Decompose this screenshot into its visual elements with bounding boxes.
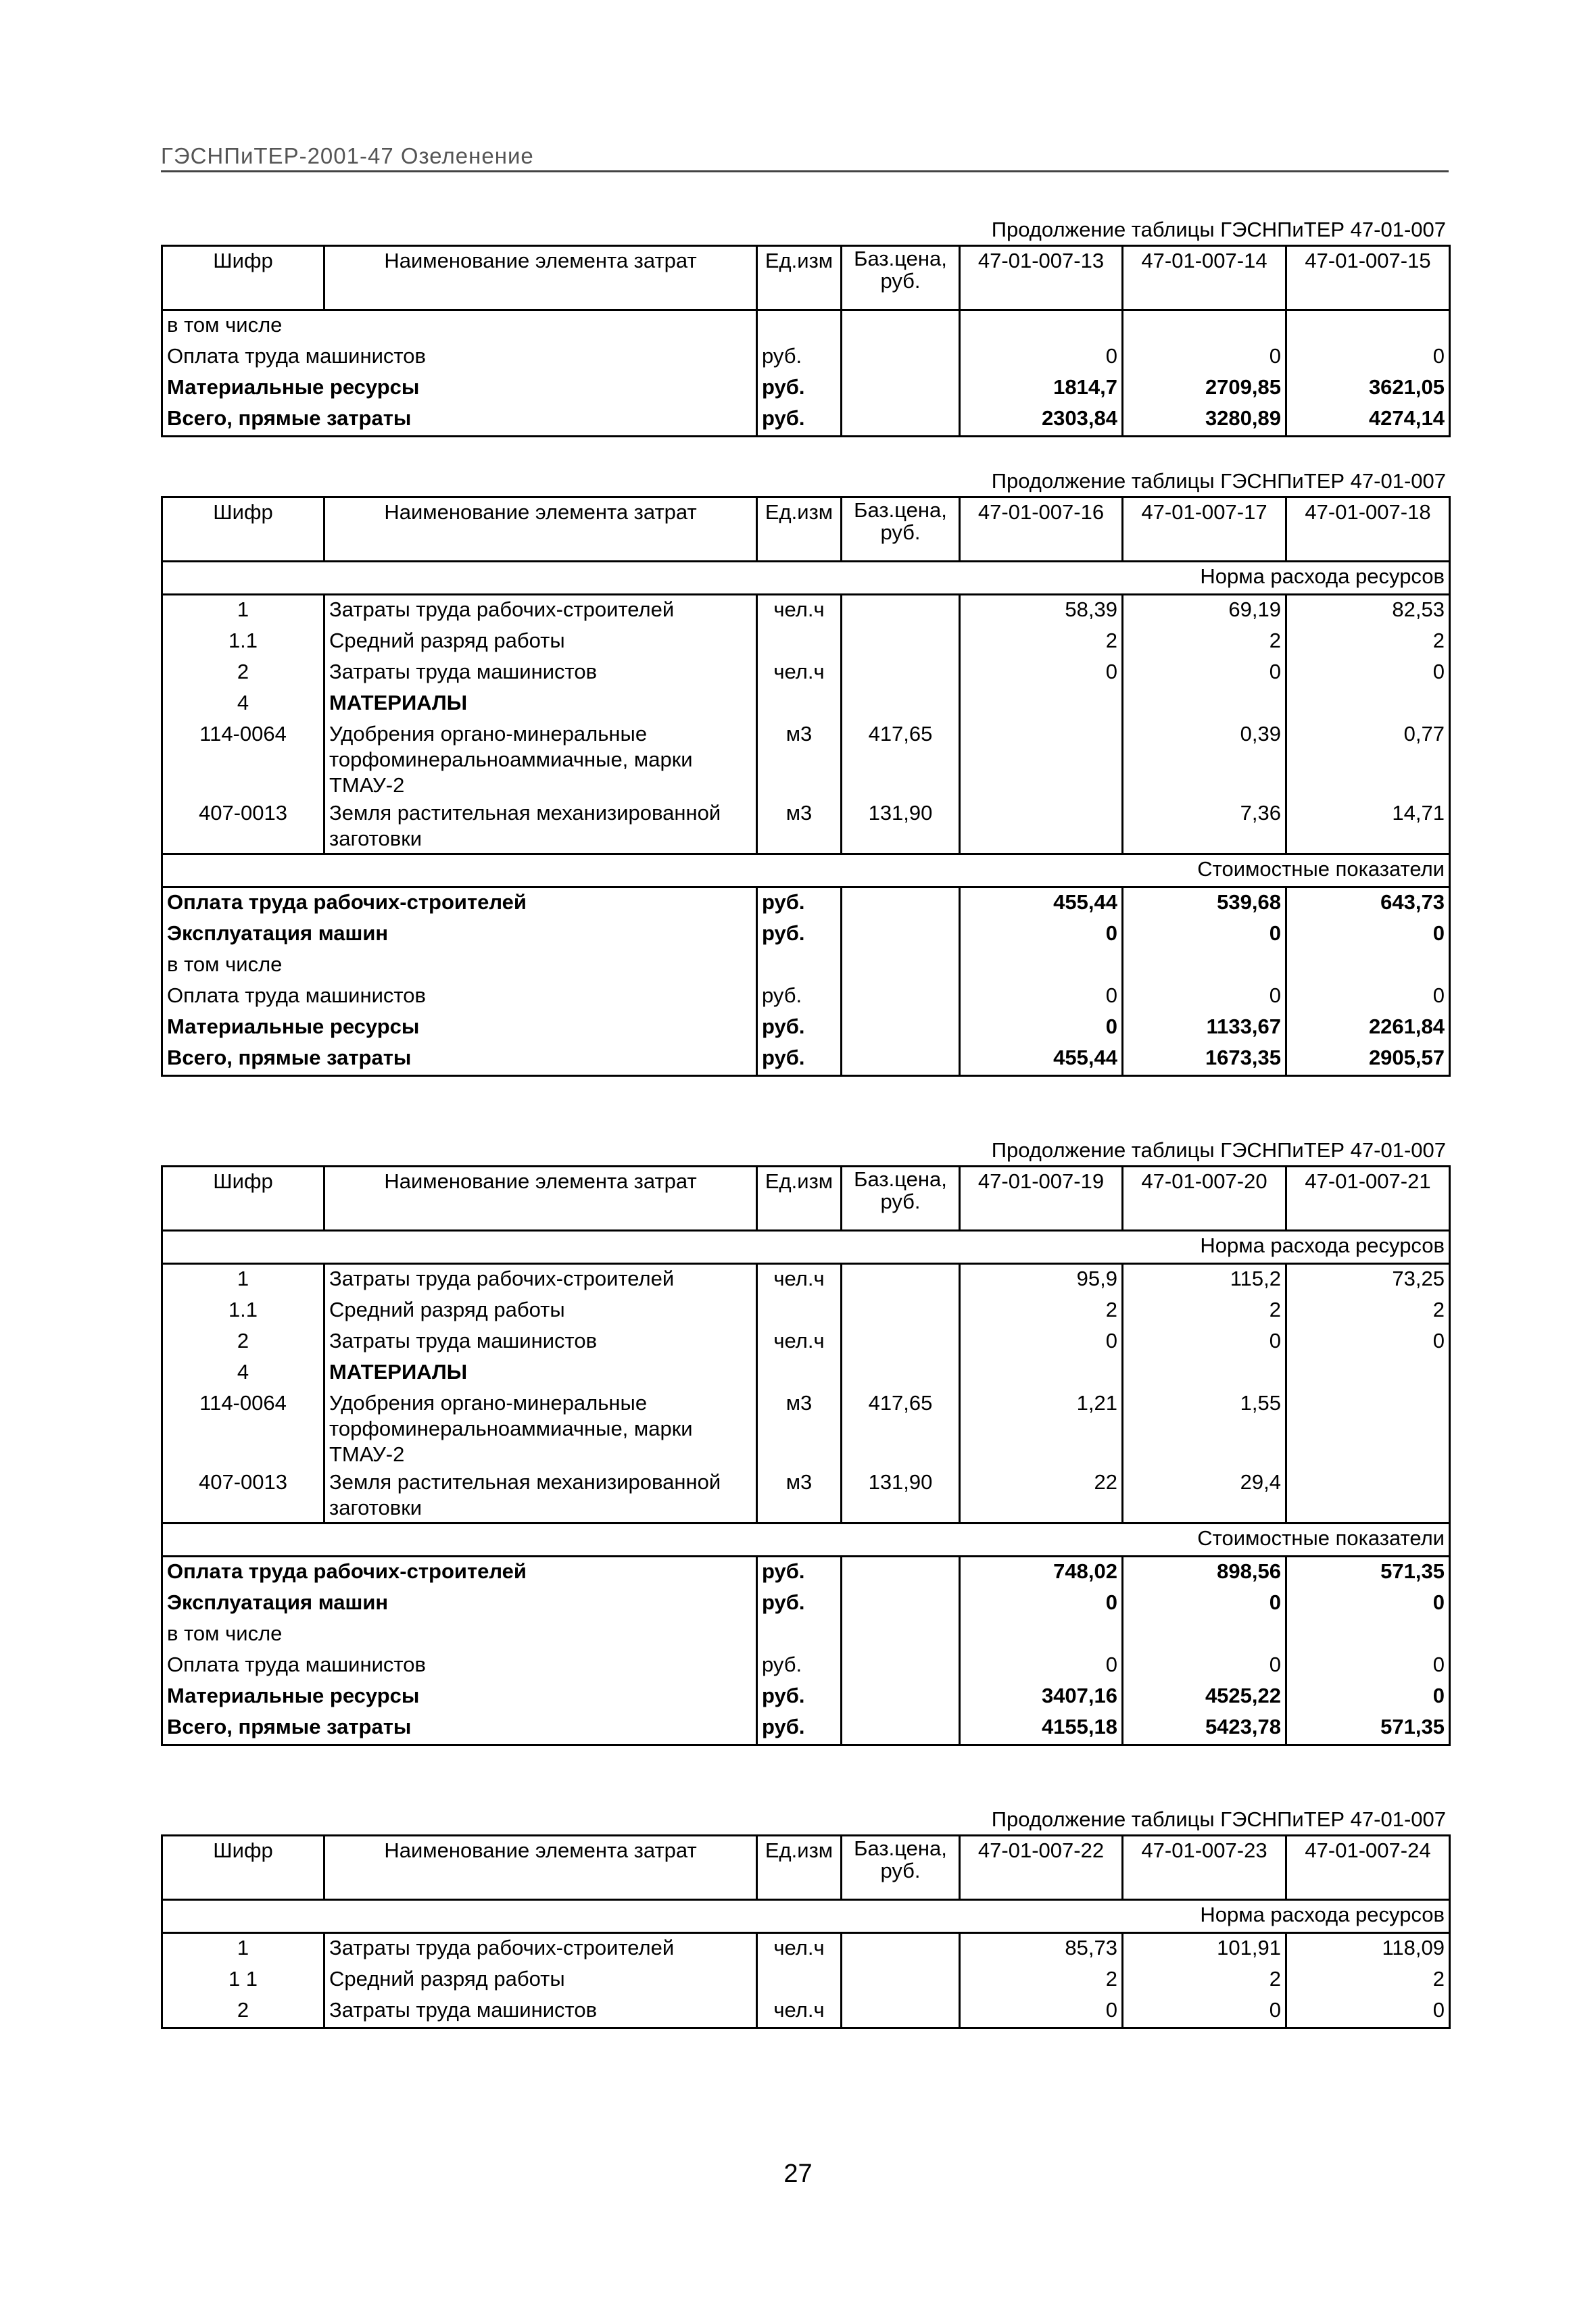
table-row [162,1327,1450,1358]
table-row [162,1965,1450,1996]
table-row [162,1557,1450,1589]
table-row [162,627,1450,658]
row-value: 2709,85 [1123,373,1286,404]
row-unit [757,1965,842,1996]
row-value [1286,1389,1450,1468]
row-value [960,689,1123,720]
row-value: 2 [960,627,1123,658]
row-value [1123,950,1286,981]
row-value: 14,71 [1286,799,1450,854]
row-name: Затраты труда машинистов [324,658,757,689]
continuation-caption: Продолжение таблицы ГЭСНПиТЕР 47-01-007 [991,218,1446,241]
cost-label: Стоимостные показатели [162,854,1450,887]
row-unit: м3 [757,799,842,854]
col-name-header: Наименование элемента затрат [324,497,757,562]
row-unit: м3 [757,720,842,799]
row-value [1123,1358,1286,1389]
row-unit [757,1619,842,1651]
row-price [842,981,960,1013]
cost-table-2 [161,496,1451,1077]
row-price [842,404,960,437]
row-value: 0 [1123,1996,1286,2028]
table-row [162,887,1450,920]
col-code-3: 47-01-007-18 [1286,497,1450,562]
row-value: 115,2 [1123,1264,1286,1296]
row-value: 571,35 [1286,1557,1450,1589]
row-value [960,310,1123,343]
col-code-3: 47-01-007-15 [1286,246,1450,310]
row-value: 0 [960,1588,1123,1619]
row-value: 0 [1286,1682,1450,1713]
row-value: 0 [1286,1651,1450,1682]
row-value: 898,56 [1123,1557,1286,1589]
row-value: 0 [1286,342,1450,373]
row-code: 4 [162,1358,324,1389]
row-value: 0 [1123,919,1286,950]
table-row [162,1933,1450,1966]
row-value: 0,39 [1123,720,1286,799]
row-unit: руб. [757,1682,842,1713]
row-unit: м3 [757,1468,842,1523]
row-price [842,373,960,404]
table-row [162,1468,1450,1523]
row-unit: руб. [757,1557,842,1589]
table-row [162,950,1450,981]
row-code: 2 [162,1996,324,2028]
row-value: 0 [1123,1588,1286,1619]
table-row [162,373,1450,404]
row-value: 118,09 [1286,1933,1450,1966]
row-unit: руб. [757,1013,842,1044]
row-name: Всего, прямые затраты [162,404,757,437]
row-unit [757,310,842,343]
continuation-caption: Продолжение таблицы ГЭСНПиТЕР 47-01-007 [991,469,1446,493]
col-name-header: Наименование элемента затрат [324,1836,757,1900]
col-code-3: 47-01-007-24 [1286,1836,1450,1900]
row-value: 95,9 [960,1264,1123,1296]
row-unit [757,1296,842,1327]
table-row [162,1264,1450,1296]
row-value [960,950,1123,981]
row-price [842,1996,960,2028]
table-row [162,342,1450,373]
table-header-row [162,1836,1450,1900]
row-unit: руб. [757,342,842,373]
row-name: Эксплуатация машин [162,1588,757,1619]
row-value [1286,1358,1450,1389]
row-price [842,1327,960,1358]
row-name: Материальные ресурсы [162,373,757,404]
cost-table-1 [161,245,1451,437]
row-value [960,1358,1123,1389]
row-value: 69,19 [1123,595,1286,627]
row-name: Оплата труда машинистов [162,981,757,1013]
row-name: Всего, прямые затраты [162,1044,757,1076]
col-code-header: Шифр [162,497,324,562]
row-unit [757,1358,842,1389]
table-row [162,658,1450,689]
row-value: 0 [960,1013,1123,1044]
col-unit-header: Ед.изм [757,1836,842,1900]
row-value: 22 [960,1468,1123,1523]
table-header-row [162,246,1450,310]
row-price: 417,65 [842,720,960,799]
col-code-1: 47-01-007-22 [960,1836,1123,1900]
row-price [842,1044,960,1076]
row-unit: руб. [757,373,842,404]
row-value: 0 [1123,981,1286,1013]
row-value: 101,91 [1123,1933,1286,1966]
row-unit: чел.ч [757,595,842,627]
row-value: 2 [1123,1296,1286,1327]
row-code: 1 1 [162,1965,324,1996]
row-value: 0 [1123,658,1286,689]
continuation-caption: Продолжение таблицы ГЭСНПиТЕР 47-01-007 [991,1138,1446,1162]
row-value [1286,689,1450,720]
row-value: 0 [1286,1327,1450,1358]
row-name: Материальные ресурсы [162,1682,757,1713]
col-code-2: 47-01-007-23 [1123,1836,1286,1900]
col-code-header: Шифр [162,1836,324,1900]
table-row [162,1682,1450,1713]
row-unit: чел.ч [757,1933,842,1966]
row-unit: чел.ч [757,658,842,689]
row-name: МАТЕРИАЛЫ [324,689,757,720]
table-row [162,689,1450,720]
row-price [842,919,960,950]
row-price [842,1965,960,1996]
col-code-3: 47-01-007-21 [1286,1167,1450,1231]
row-value: 539,68 [1123,887,1286,920]
row-code: 114-0064 [162,720,324,799]
row-price [842,1713,960,1745]
col-name-header: Наименование элемента затрат [324,1167,757,1231]
row-name: Удобрения органо-минеральные торфоминеральноаммиачные, марки ТМАУ-2 [324,720,757,799]
table-row [162,1389,1450,1468]
row-name: Средний разряд работы [324,1296,757,1327]
row-name: Эксплуатация машин [162,919,757,950]
col-price-header: Баз.цена, руб. [842,1167,960,1231]
row-name: Удобрения органо-минеральные торфоминеральноаммиачные, марки ТМАУ-2 [324,1389,757,1468]
row-value: 0 [960,981,1123,1013]
row-price [842,1619,960,1651]
table-row [162,1619,1450,1651]
row-code: 1 [162,1933,324,1966]
row-value: 85,73 [960,1933,1123,1966]
row-price [842,658,960,689]
section-header-cost [162,1524,1450,1557]
row-value: 2 [1123,627,1286,658]
row-name: Затраты труда рабочих-строителей [324,595,757,627]
row-price [842,1264,960,1296]
row-value: 0 [960,658,1123,689]
row-unit: м3 [757,1389,842,1468]
row-value [1123,310,1286,343]
page-number: 27 [783,2160,813,2188]
table-row [162,1713,1450,1745]
row-unit: чел.ч [757,1327,842,1358]
row-value: 1,55 [1123,1389,1286,1468]
row-value: 2 [1286,627,1450,658]
col-code-1: 47-01-007-16 [960,497,1123,562]
table-row [162,981,1450,1013]
row-name: Оплата труда рабочих-строителей [162,1557,757,1589]
table-block-3 [161,1136,1449,1746]
row-price [842,310,960,343]
row-value: 4274,14 [1286,404,1450,437]
table-block-2 [161,466,1449,1077]
row-value: 0 [1286,919,1450,950]
row-unit: руб. [757,1713,842,1745]
row-name: Средний разряд работы [324,627,757,658]
row-price [842,1651,960,1682]
row-unit [757,627,842,658]
row-value: 571,35 [1286,1713,1450,1745]
row-price [842,950,960,981]
row-value: 0 [1123,342,1286,373]
col-unit-header: Ед.изм [757,1167,842,1231]
continuation-caption: Продолжение таблицы ГЭСНПиТЕР 47-01-007 [991,1807,1446,1831]
col-name-header: Наименование элемента затрат [324,246,757,310]
table-row [162,1996,1450,2028]
row-value: 1814,7 [960,373,1123,404]
col-code-2: 47-01-007-14 [1123,246,1286,310]
row-code: 1.1 [162,627,324,658]
row-value: 73,25 [1286,1264,1450,1296]
table-row [162,310,1450,343]
row-value: 7,36 [1123,799,1286,854]
row-value: 1673,35 [1123,1044,1286,1076]
row-value: 2 [1286,1296,1450,1327]
row-unit [757,950,842,981]
row-name: Затраты труда машинистов [324,1327,757,1358]
row-code: 2 [162,1327,324,1358]
row-name: Материальные ресурсы [162,1013,757,1044]
row-value: 748,02 [960,1557,1123,1589]
section-header-norm [162,562,1450,595]
row-value: 2 [960,1296,1123,1327]
norm-label: Норма расхода ресурсов [162,1231,1450,1264]
col-code-header: Шифр [162,246,324,310]
row-code: 407-0013 [162,1468,324,1523]
row-value [1286,950,1450,981]
row-value: 29,4 [1123,1468,1286,1523]
row-value: 455,44 [960,1044,1123,1076]
row-price [842,627,960,658]
row-price [842,1296,960,1327]
row-value: 0 [1286,1588,1450,1619]
col-price-header: Баз.цена, руб. [842,497,960,562]
row-unit [757,689,842,720]
norm-label: Норма расхода ресурсов [162,562,1450,595]
row-name: Оплата труда машинистов [162,1651,757,1682]
row-name: Средний разряд работы [324,1965,757,1996]
row-unit: чел.ч [757,1264,842,1296]
row-value: 0 [960,1327,1123,1358]
cost-table-4 [161,1834,1451,2029]
table-header-row [162,1167,1450,1231]
row-value: 2905,57 [1286,1044,1450,1076]
cost-table-3 [161,1165,1451,1746]
row-name: Затраты труда машинистов [324,1996,757,2028]
row-unit: руб. [757,1651,842,1682]
row-value: 1,21 [960,1389,1123,1468]
row-value: 0,77 [1286,720,1450,799]
section-header-norm [162,1900,1450,1933]
table-row [162,1358,1450,1389]
col-price-header: Баз.цена, руб. [842,1836,960,1900]
row-value [1123,689,1286,720]
section-header-cost [162,854,1450,887]
row-price: 417,65 [842,1389,960,1468]
row-code: 2 [162,658,324,689]
row-price: 131,90 [842,1468,960,1523]
row-unit: руб. [757,1044,842,1076]
row-code: 114-0064 [162,1389,324,1468]
table-row [162,720,1450,799]
row-value: 4525,22 [1123,1682,1286,1713]
cost-label: Стоимостные показатели [162,1524,1450,1557]
table-block-4 [161,1805,1449,2029]
row-value: 5423,78 [1123,1713,1286,1745]
row-value: 1133,67 [1123,1013,1286,1044]
row-value [1286,310,1450,343]
row-code: 1 [162,1264,324,1296]
row-value: 3280,89 [1123,404,1286,437]
table-row [162,1588,1450,1619]
col-code-1: 47-01-007-19 [960,1167,1123,1231]
row-name: Земля растительная механизированной заготовки [324,799,757,854]
row-name: МАТЕРИАЛЫ [324,1358,757,1389]
row-price [842,1358,960,1389]
row-price [842,342,960,373]
row-value: 4155,18 [960,1713,1123,1745]
row-name: Оплата труда рабочих-строителей [162,887,757,920]
table-row [162,404,1450,437]
col-unit-header: Ед.изм [757,497,842,562]
row-value: 58,39 [960,595,1123,627]
row-name: Земля растительная механизированной заготовки [324,1468,757,1523]
row-value: 0 [960,919,1123,950]
col-code-2: 47-01-007-20 [1123,1167,1286,1231]
row-value: 643,73 [1286,887,1450,920]
col-price-header: Баз.цена, руб. [842,246,960,310]
row-value [1123,1619,1286,1651]
row-unit: руб. [757,1588,842,1619]
table-header-row [162,497,1450,562]
row-value: 2 [1123,1965,1286,1996]
table-row [162,919,1450,950]
row-value [960,720,1123,799]
row-value [1286,1619,1450,1651]
row-value [960,799,1123,854]
row-price: 131,90 [842,799,960,854]
table-row [162,799,1450,854]
row-price [842,1682,960,1713]
row-value [960,1619,1123,1651]
row-name: Затраты труда рабочих-строителей [324,1933,757,1966]
table-row [162,595,1450,627]
page-header: ГЭСНПиТЕР-2001-47 Озеленение [161,143,1449,172]
row-price [842,887,960,920]
row-name: Затраты труда рабочих-строителей [324,1264,757,1296]
table-row [162,1651,1450,1682]
row-value: 0 [960,1996,1123,2028]
row-value: 0 [1286,1996,1450,2028]
table-row [162,1013,1450,1044]
col-code-header: Шифр [162,1167,324,1231]
row-value: 82,53 [1286,595,1450,627]
row-name: в том числе [162,950,757,981]
row-name: в том числе [162,310,757,343]
row-code: 1.1 [162,1296,324,1327]
row-unit: руб. [757,981,842,1013]
row-value: 2261,84 [1286,1013,1450,1044]
col-code-1: 47-01-007-13 [960,246,1123,310]
row-price [842,1588,960,1619]
row-value: 0 [960,1651,1123,1682]
row-code: 4 [162,689,324,720]
row-value: 3621,05 [1286,373,1450,404]
col-code-2: 47-01-007-17 [1123,497,1286,562]
col-unit-header: Ед.изм [757,246,842,310]
row-value: 455,44 [960,887,1123,920]
row-name: в том числе [162,1619,757,1651]
row-value: 0 [960,342,1123,373]
row-unit: руб. [757,404,842,437]
row-unit: руб. [757,919,842,950]
row-value: 2 [1286,1965,1450,1996]
section-header-norm [162,1231,1450,1264]
row-value: 2 [960,1965,1123,1996]
row-value: 0 [1123,1651,1286,1682]
row-price [842,1013,960,1044]
row-value: 3407,16 [960,1682,1123,1713]
table-row [162,1044,1450,1076]
row-code: 407-0013 [162,799,324,854]
row-value [1286,1468,1450,1523]
row-value: 0 [1286,981,1450,1013]
row-unit: руб. [757,887,842,920]
row-name: Оплата труда машинистов [162,342,757,373]
row-price [842,1557,960,1589]
row-code: 1 [162,595,324,627]
table-row [162,1296,1450,1327]
row-price [842,689,960,720]
row-value: 0 [1123,1327,1286,1358]
row-name: Всего, прямые затраты [162,1713,757,1745]
row-price [842,1933,960,1966]
norm-label: Норма расхода ресурсов [162,1900,1450,1933]
table-block-1 [161,215,1449,437]
row-unit: чел.ч [757,1996,842,2028]
row-value: 2303,84 [960,404,1123,437]
row-price [842,595,960,627]
row-value: 0 [1286,658,1450,689]
